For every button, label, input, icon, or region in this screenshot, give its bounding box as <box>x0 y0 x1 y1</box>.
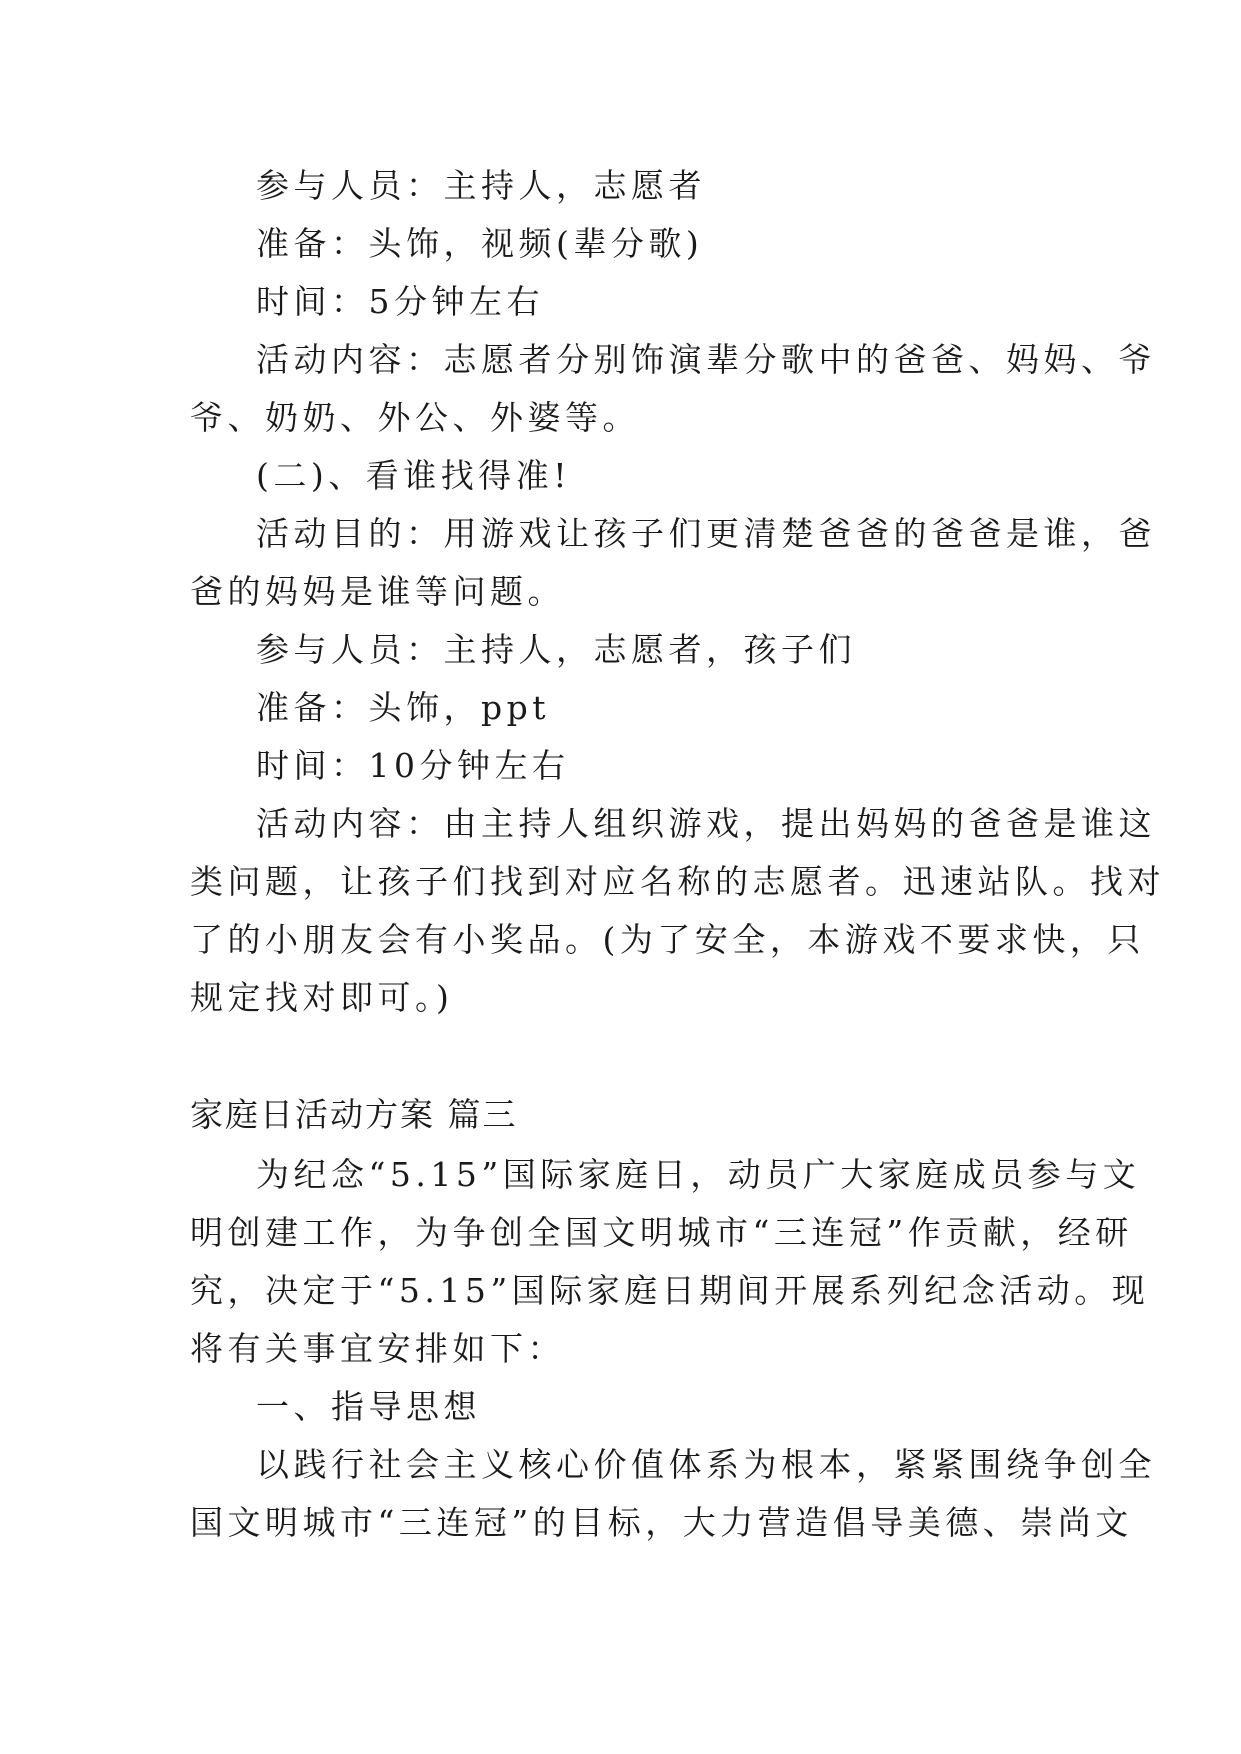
activity-content-2-line-1: 活动内容：由主持人组织游戏，提出妈妈的爸爸是谁这 <box>256 804 1156 843</box>
intro-line-3: 究，决定于“5.15”国际家庭日期间开展系列纪念活动。现 <box>190 1271 1150 1310</box>
preparation-line-1: 准备：头饰，视频(辈分歌) <box>256 224 704 263</box>
activity-content-2-line-3: 了的小朋友会有小奖品。(为了安全，本游戏不要求快，只 <box>190 920 1145 959</box>
time-line-1: 时间：5分钟左右 <box>256 282 544 321</box>
intro-line-4: 将有关事宜安排如下： <box>190 1329 565 1368</box>
preparation-line-2: 准备：头饰，ppt <box>256 688 551 727</box>
participants-line-1: 参与人员：主持人，志愿者 <box>256 166 706 205</box>
section-title: 家庭日活动方案 篇三 <box>190 1095 518 1134</box>
intro-line-2: 明创建工作，为争创全国文明城市“三连冠”作贡献，经研 <box>190 1213 1133 1252</box>
participants-line-2: 参与人员：主持人，志愿者，孩子们 <box>256 630 856 669</box>
activity-content-2-line-4: 规定找对即可。) <box>190 978 454 1017</box>
activity-purpose-line-1: 活动目的：用游戏让孩子们更清楚爸爸的爸爸是谁，爸 <box>256 514 1156 553</box>
activity-purpose-line-2: 爸的妈妈是谁等问题。 <box>190 572 565 611</box>
guiding-ideology-line-1: 以践行社会主义核心价值体系为根本，紧紧围绕争创全 <box>256 1445 1156 1484</box>
time-line-2: 时间：10分钟左右 <box>256 746 570 785</box>
activity-content-1-line-2: 爷、奶奶、外公、外婆等。 <box>190 398 640 437</box>
guiding-ideology-heading: 一、指导思想 <box>256 1387 481 1426</box>
activity-content-2-line-2: 类问题，让孩子们找到对应名称的志愿者。迅速站队。找对 <box>190 862 1165 901</box>
section-2-heading: (二)、看谁找得准! <box>256 456 572 495</box>
activity-content-1-line-1: 活动内容：志愿者分别饰演辈分歌中的爸爸、妈妈、爷 <box>256 340 1156 379</box>
guiding-ideology-line-2: 国文明城市“三连冠”的目标，大力营造倡导美德、崇尚文 <box>190 1503 1133 1542</box>
intro-line-1: 为纪念“5.15”国际家庭日，动员广大家庭成员参与文 <box>256 1155 1141 1194</box>
